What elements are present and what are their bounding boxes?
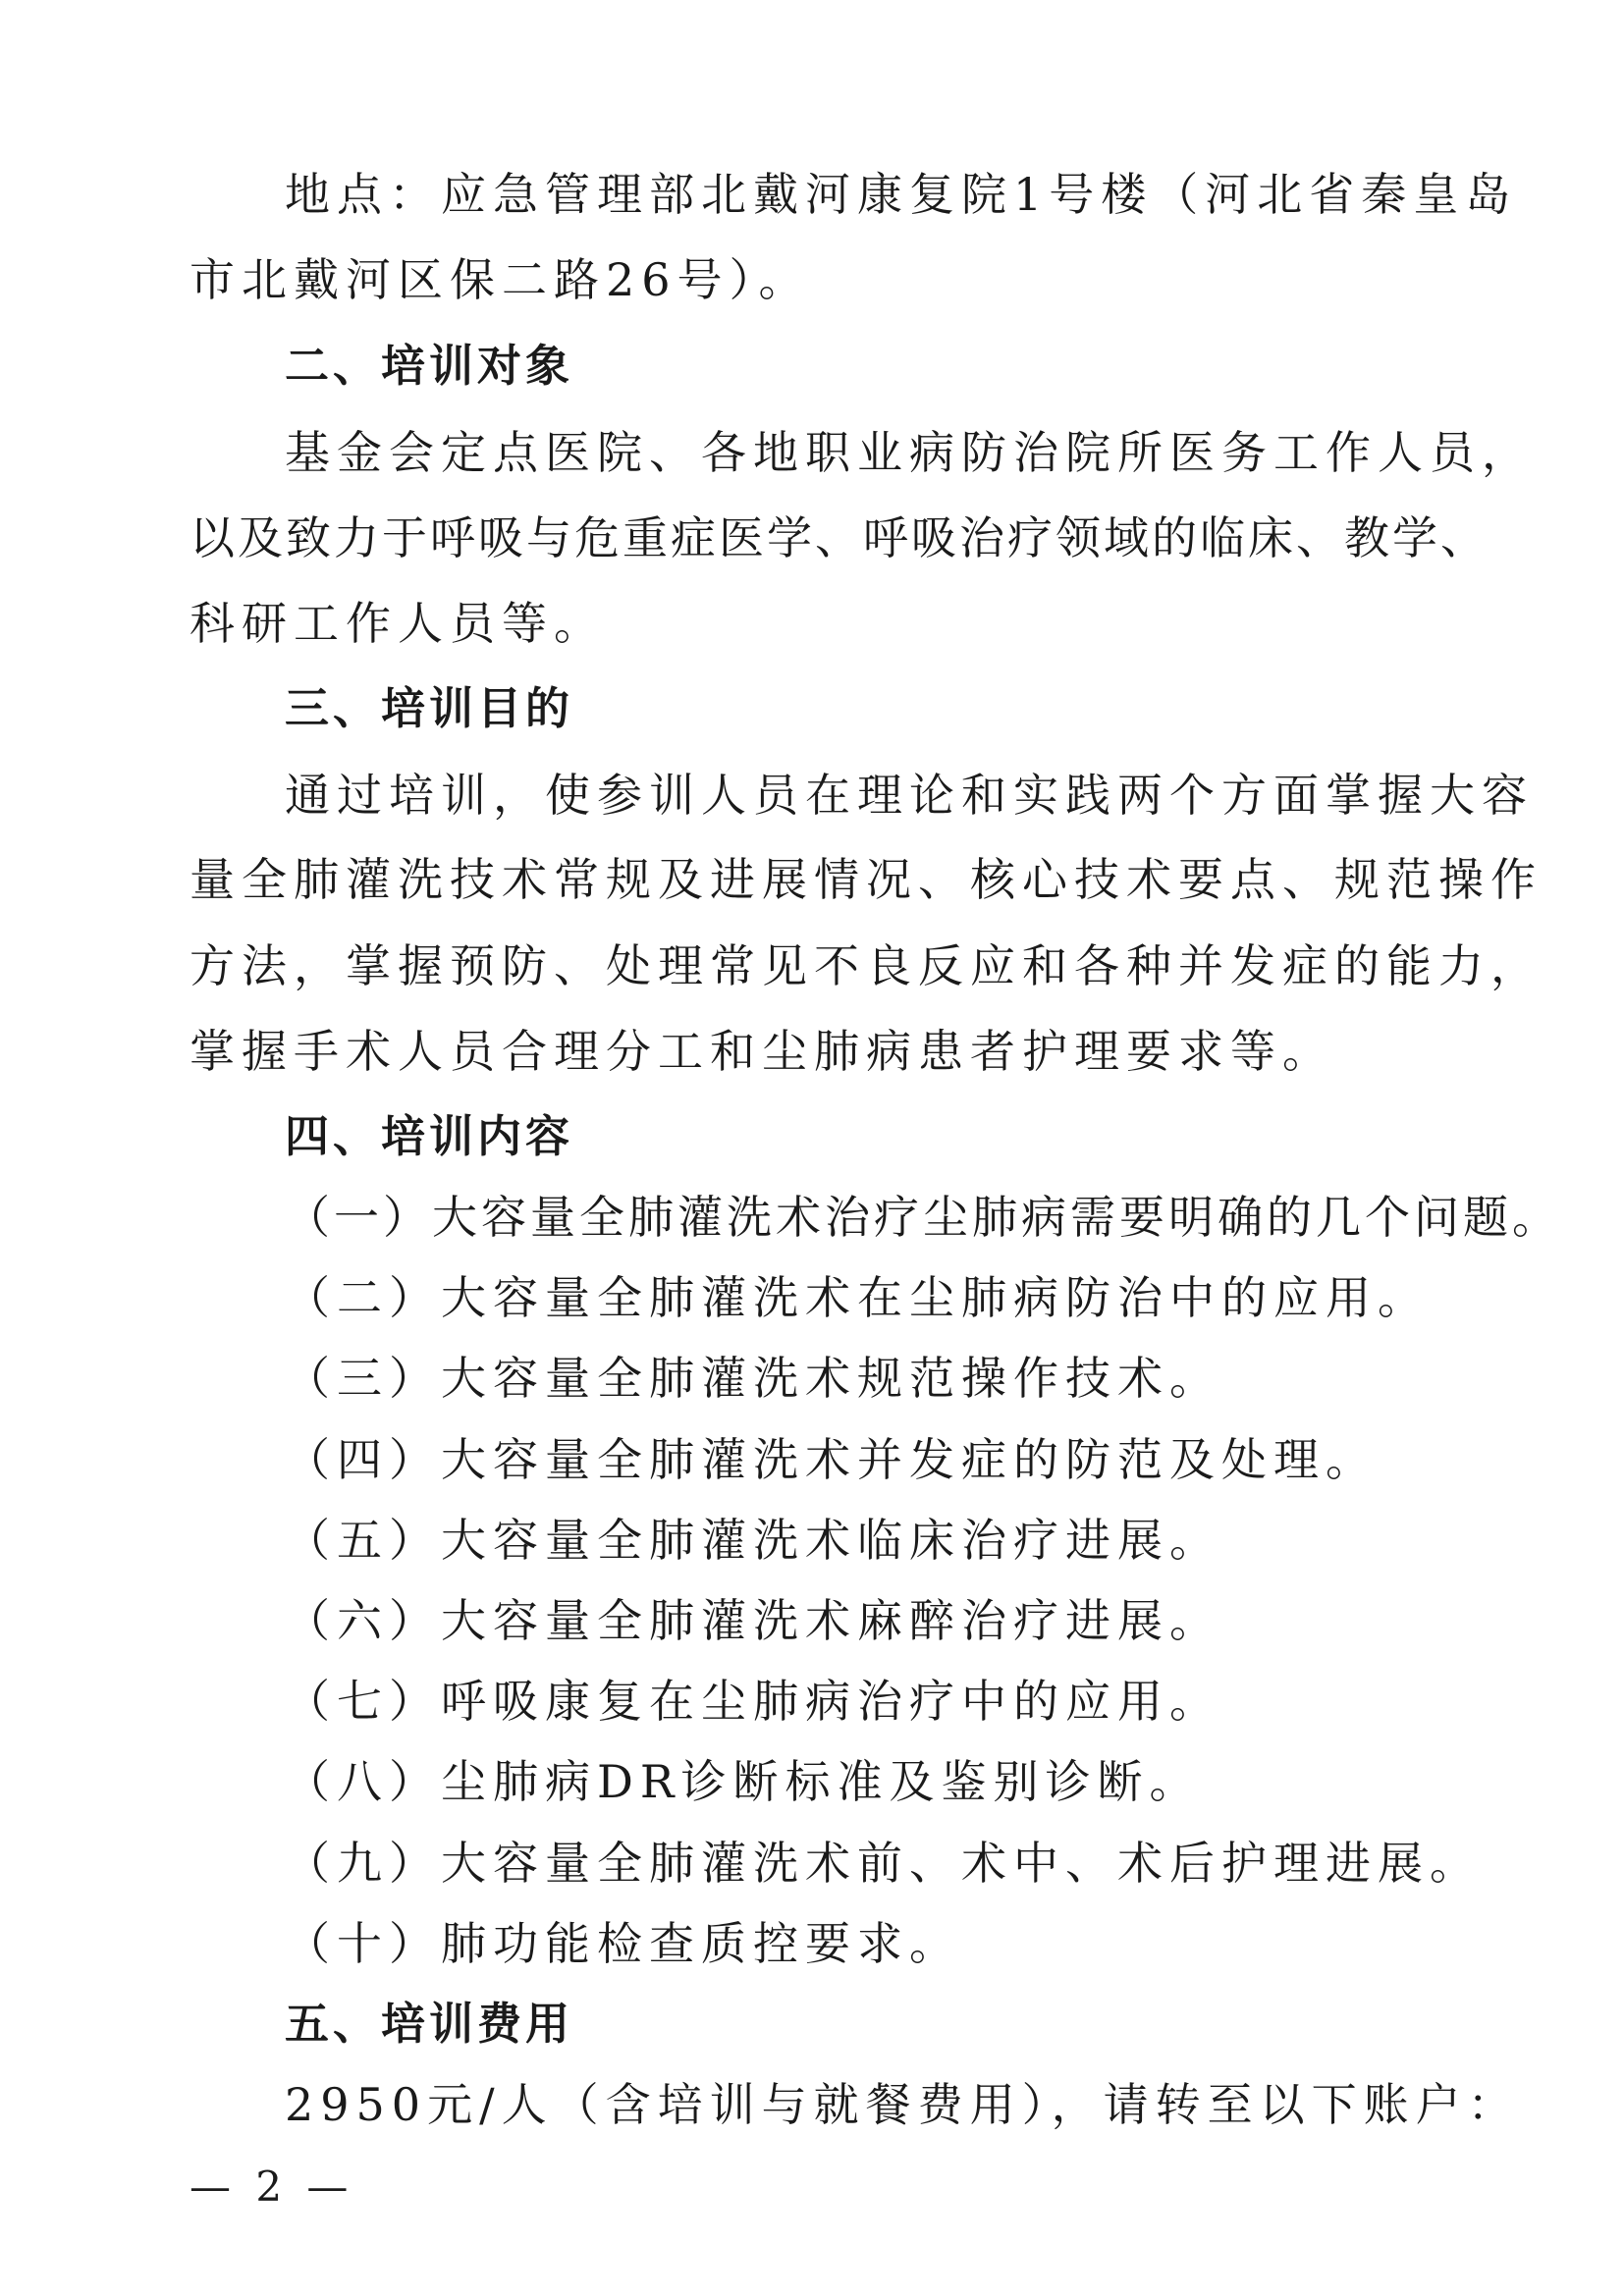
content-item-4: （四）大容量全肺灌洗术并发症的防范及处理。 [285,1433,1378,1486]
target-line-3: 科研工作人员等。 [189,597,606,650]
target-line-2: 以及致力于呼吸与危重症医学、呼吸治疗领域的临床、教学、 [189,511,1489,564]
purpose-line-2: 量全肺灌洗技术常规及进展情况、核心技术要点、规范操作 [189,853,1543,906]
section-heading-fee: 五、培训费用 [285,1998,574,2050]
content-item-8: （八）尘肺病DR诊断标准及鉴别诊断。 [285,1755,1202,1808]
content-item-7: （七）呼吸康复在尘肺病治疗中的应用。 [285,1675,1221,1728]
purpose-line-4: 掌握手术人员合理分工和尘肺病患者护理要求等。 [189,1025,1334,1078]
content-item-9: （九）大容量全肺灌洗术前、术中、术后护理进展。 [285,1837,1482,1890]
fee-line: 2950元/人（含培训与就餐费用），请转至以下账户： [285,2078,1520,2131]
location-line-1: 地点：应急管理部北戴河康复院1号楼（河北省秦皇岛 [285,168,1518,221]
target-line-1: 基金会定点医院、各地职业病防治院所医务工作人员， [285,426,1534,479]
location-line-2: 市北戴河区保二路26号）。 [189,253,811,306]
section-heading-target: 二、培训对象 [285,340,574,392]
section-heading-content: 四、培训内容 [285,1110,574,1162]
section-heading-purpose: 三、培训目的 [285,682,574,734]
purpose-line-3: 方法，掌握预防、处理常见不良反应和各种并发症的能力， [189,939,1543,992]
content-item-6: （六）大容量全肺灌洗术麻醉治疗进展。 [285,1594,1221,1647]
purpose-line-1: 通过培训，使参训人员在理论和实践两个方面掌握大容 [285,769,1534,822]
content-item-3: （三）大容量全肺灌洗术规范操作技术。 [285,1352,1221,1405]
content-item-2: （二）大容量全肺灌洗术在尘肺病防治中的应用。 [285,1271,1430,1324]
content-item-5: （五）大容量全肺灌洗术临床治疗进展。 [285,1514,1221,1567]
page-number: — 2 — [189,2163,354,2211]
content-item-1: （一）大容量全肺灌洗术治疗尘肺病需要明确的几个问题。 [285,1191,1561,1244]
content-item-10: （十）肺功能检查质控要求。 [285,1917,961,1970]
